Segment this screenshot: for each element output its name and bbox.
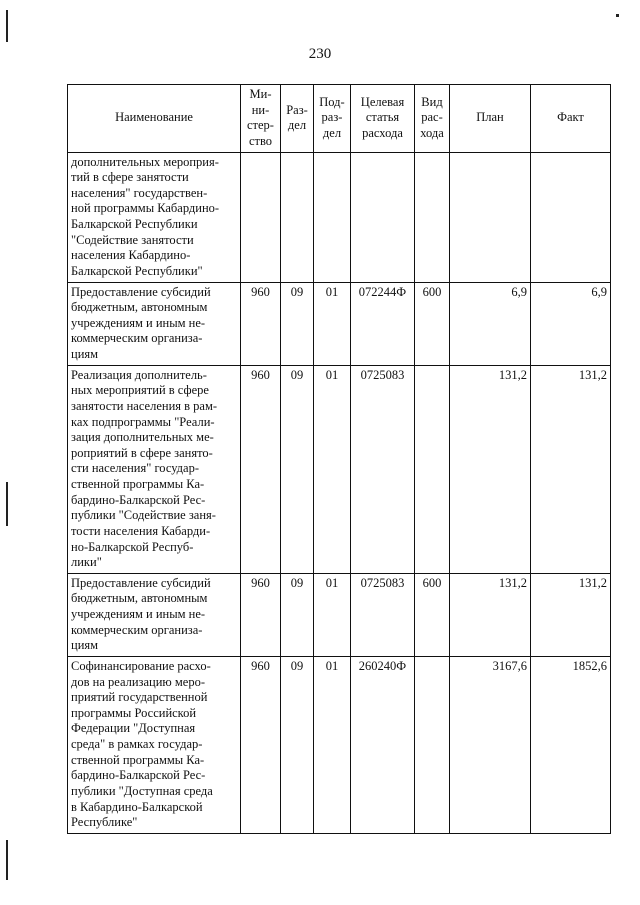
- header-ministry: Ми- ни- стер- ство: [241, 85, 281, 153]
- header-section: Раз- дел: [281, 85, 314, 153]
- cell-name: Предоставление субсидий бюджетным, автономным учреждениям и иным не- коммерческим организа- циям: [68, 282, 241, 365]
- cell-ministry: 960: [241, 573, 281, 656]
- cell-plan: 131,2: [450, 573, 531, 656]
- cell-plan: 6,9: [450, 282, 531, 365]
- cell-target: 072244Ф: [351, 282, 415, 365]
- cell-subsection: 01: [314, 573, 351, 656]
- cell-section: 09: [281, 282, 314, 365]
- header-subsection: Под- раз- дел: [314, 85, 351, 153]
- table-row: [68, 152, 611, 282]
- table-row: [68, 282, 611, 365]
- cell-target: [351, 152, 415, 282]
- cell-expense-type: [415, 656, 450, 833]
- table-row: [68, 573, 611, 656]
- cell-name: Предоставление субсидий бюджетным, автономным учреждениям и иным не- коммерческим организа- циям: [68, 573, 241, 656]
- scan-dot-top-right: [616, 14, 619, 17]
- cell-expense-type: [415, 365, 450, 573]
- page-number: 230: [308, 46, 332, 62]
- table-header-row: [68, 85, 611, 153]
- header-name: Наименование: [68, 85, 241, 153]
- cell-fact: 131,2: [531, 573, 611, 656]
- scan-mark-left-top: [6, 10, 8, 42]
- cell-plan: 3167,6: [450, 656, 531, 833]
- cell-subsection: 01: [314, 365, 351, 573]
- cell-section: 09: [281, 365, 314, 573]
- cell-name: Реализация дополнитель- ных мероприятий в сфере занятости населения в рам- ках подпрограммы "Реали- зация дополнительных ме- роприятий в сфере занято- сти населения" государ- ственной программы Ка- бардино-Балкарской Рес- публики "Содействие заня- тости населения Кабарди- но-Балкарской Респуб- лики": [68, 365, 241, 573]
- cell-expense-type: 600: [415, 282, 450, 365]
- header-expense-type: Вид рас- хода: [415, 85, 450, 153]
- cell-fact: 6,9: [531, 282, 611, 365]
- scan-mark-left-mid: [6, 482, 8, 526]
- scan-mark-left-bottom: [6, 840, 8, 880]
- cell-section: 09: [281, 573, 314, 656]
- cell-ministry: [241, 152, 281, 282]
- cell-subsection: 01: [314, 282, 351, 365]
- cell-subsection: [314, 152, 351, 282]
- cell-ministry: 960: [241, 656, 281, 833]
- cell-fact: [531, 152, 611, 282]
- cell-ministry: 960: [241, 282, 281, 365]
- cell-name: дополнительных мероприя- тий в сфере занятости населения" государствен- ной программы Кабардино- Балкарской Республики "Содействие занятости населения Кабардино- Балкарской Республики": [68, 152, 241, 282]
- cell-target: 260240Ф: [351, 656, 415, 833]
- header-target: Целевая статья расхода: [351, 85, 415, 153]
- cell-fact: 131,2: [531, 365, 611, 573]
- cell-plan: 131,2: [450, 365, 531, 573]
- cell-section: [281, 152, 314, 282]
- table-row: [68, 656, 611, 833]
- budget-table: [67, 84, 611, 834]
- cell-expense-type: [415, 152, 450, 282]
- cell-plan: [450, 152, 531, 282]
- cell-expense-type: 600: [415, 573, 450, 656]
- cell-section: 09: [281, 656, 314, 833]
- cell-ministry: 960: [241, 365, 281, 573]
- cell-fact: 1852,6: [531, 656, 611, 833]
- cell-target: 0725083: [351, 573, 415, 656]
- cell-name: Софинансирование расхо- дов на реализацию меро- приятий государственной программы Российской Федерации "Доступная среда" в рамках государ- ственной программы Ка- бардино-Балкарской Рес- публики "Доступная среда в Кабардино-Балкарской Республике": [68, 656, 241, 833]
- cell-subsection: 01: [314, 656, 351, 833]
- cell-target: 0725083: [351, 365, 415, 573]
- header-fact: Факт: [531, 85, 611, 153]
- table-row: [68, 365, 611, 573]
- header-plan: План: [450, 85, 531, 153]
